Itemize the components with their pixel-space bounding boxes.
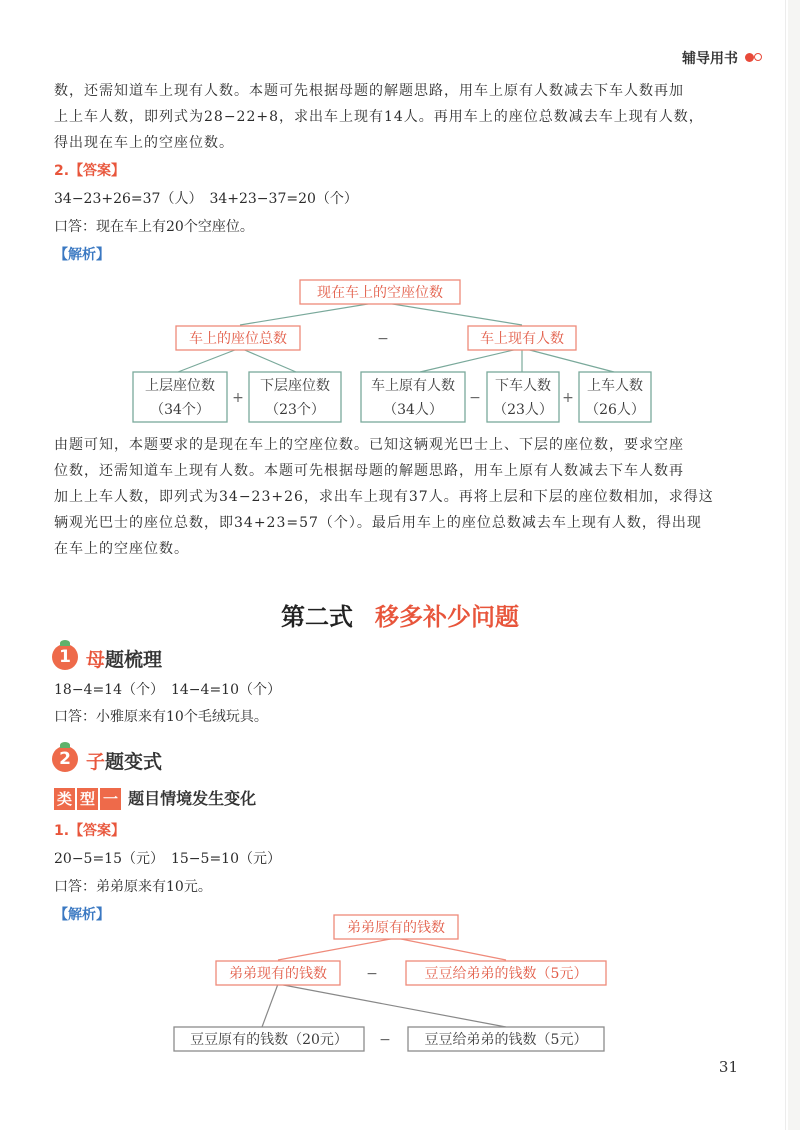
q2-number: 2. [54, 163, 70, 179]
tree1-plus2: + [562, 390, 574, 406]
explain-line: 位数，还需知道车上现有人数。本题可先根据母题的解题思路，用车上原有人数减去下车人数再 [54, 463, 684, 479]
intro-paragraph [54, 78, 744, 156]
q2-analysis-label: 【解析】 [54, 247, 110, 263]
q1-number: 1. [54, 823, 70, 839]
explain-line: 在车上的空座位数。 [54, 541, 189, 557]
type1-heading [54, 786, 256, 810]
q1-analysis-label: 【解析】 [54, 907, 110, 923]
q1-answer-label: 【答案】 [69, 823, 126, 839]
tree2-right: 豆豆给弟弟的钱数（5元） [424, 966, 588, 982]
part1-title-rest: 题梳理 [105, 649, 163, 671]
tree1-leaf2-title: 下层座位数 [260, 378, 330, 394]
tree2-root: 弟弟原有的钱数 [347, 920, 445, 936]
part1-badge: 1 [52, 644, 78, 670]
tree1-leaf1-value: （34个） [150, 402, 210, 418]
tree2-bottom-left: 豆豆原有的钱数（20元） [190, 1032, 348, 1048]
tree1-plus: + [232, 390, 244, 406]
tree1-left: 车上的座位总数 [189, 331, 287, 347]
section-title-a: 第二式 [281, 603, 353, 631]
intro-line: 上上车人数，即列式为28−22+8，求出车上现有14人。再用车上的座位总数减去车上现有人数， [54, 109, 704, 125]
page-number: 31 [718, 1058, 738, 1076]
part1-reply: 口答：小雅原来有10个毛绒玩具。 [54, 709, 268, 725]
type1-title: 题目情境发生变化 [128, 789, 257, 808]
part1-title [86, 645, 162, 672]
part1-title-hl: 母 [86, 649, 106, 671]
type1-tag: 类 [54, 788, 75, 810]
explain-line: 加上上车人数，即列式为34−23+26，求出车上现有37人。再将上层和下层的座位数相加，求得这 [54, 489, 714, 505]
part2-badge: 2 [52, 746, 78, 772]
tree1-leaf4-value: （23人） [493, 402, 553, 418]
tree1-minus: − [377, 331, 389, 347]
tree1-leaf2-value: （23个） [265, 402, 325, 418]
q1-answer-heading [54, 820, 125, 840]
tree1-leaf1-title: 上层座位数 [145, 378, 215, 394]
q2-answer-heading [54, 160, 125, 180]
explain-line: 由题可知，本题要求的是现在车上的空座位数。已知这辆观光巴士上、下层的座位数，要求空座 [54, 437, 684, 453]
part2-title-rest: 题变式 [105, 751, 163, 773]
q1-equation: 20−5=15（元） 15−5=10（元） [54, 851, 281, 867]
tree1-connector [420, 348, 522, 372]
tree2-connector [262, 984, 278, 1027]
tree1-connector [522, 348, 614, 372]
intro-line: 数，还需知道车上现有人数。本题可先根据母题的解题思路，用车上原有人数减去下车人数再加 [54, 83, 684, 99]
part2-title-hl: 子 [86, 751, 106, 773]
tree2-connector [278, 938, 396, 960]
tree1-leaf3-value: （34人） [383, 402, 443, 418]
tree2-connector [396, 938, 506, 960]
tree1-root: 现在车上的空座位数 [317, 285, 443, 301]
part1-equation: 18−4=14（个） 14−4=10（个） [54, 682, 281, 698]
tree1-connector [380, 302, 522, 325]
header-ring-icon [754, 53, 762, 61]
type1-tag: 一 [100, 788, 121, 810]
tree1-connector [240, 348, 296, 372]
q2-equation: 34−23+26=37（人） 34+23−37=20（个） [54, 191, 358, 207]
tree2-bottom-right: 豆豆给弟弟的钱数（5元） [424, 1032, 588, 1048]
tree1-leaf5-value: （26人） [585, 402, 645, 418]
part2-title [86, 747, 162, 774]
section-title-b: 移多补少问题 [375, 603, 519, 631]
intro-line: 得出现在车上的空座位数。 [54, 135, 234, 151]
tree2-connector [278, 984, 506, 1027]
tree1-connector [240, 302, 380, 325]
tree2-left: 弟弟现有的钱数 [229, 966, 327, 982]
tree1-leaf3-title: 车上原有人数 [371, 378, 455, 394]
explain-paragraph [54, 432, 744, 562]
q1-reply: 口答：弟弟原来有10元。 [54, 879, 212, 895]
tree1-minus2: − [469, 390, 481, 406]
tree1-leaf5-title: 上车人数 [587, 378, 643, 394]
q2-answer-label: 【答案】 [69, 163, 126, 179]
tree2-minus: − [366, 966, 378, 982]
type1-tag: 型 [77, 788, 98, 810]
tree2-diagram [0, 905, 800, 1055]
tree1-right: 车上现有人数 [480, 331, 564, 347]
explain-line: 辆观光巴士的座位总数，即34+23=57（个）。最后用车上的座位总数减去车上现有人数，得出现 [54, 515, 702, 531]
tree1-connector [178, 348, 240, 372]
section-title [0, 597, 800, 632]
tree1-diagram [0, 270, 800, 435]
q2-reply: 口答：现在车上有20个空座位。 [54, 219, 254, 235]
tree1-leaf4-title: 下车人数 [495, 378, 551, 394]
tree2-bottom-minus: − [379, 1032, 391, 1048]
header-dot-icon [745, 53, 754, 62]
header-label: 辅导用书 [682, 51, 738, 67]
